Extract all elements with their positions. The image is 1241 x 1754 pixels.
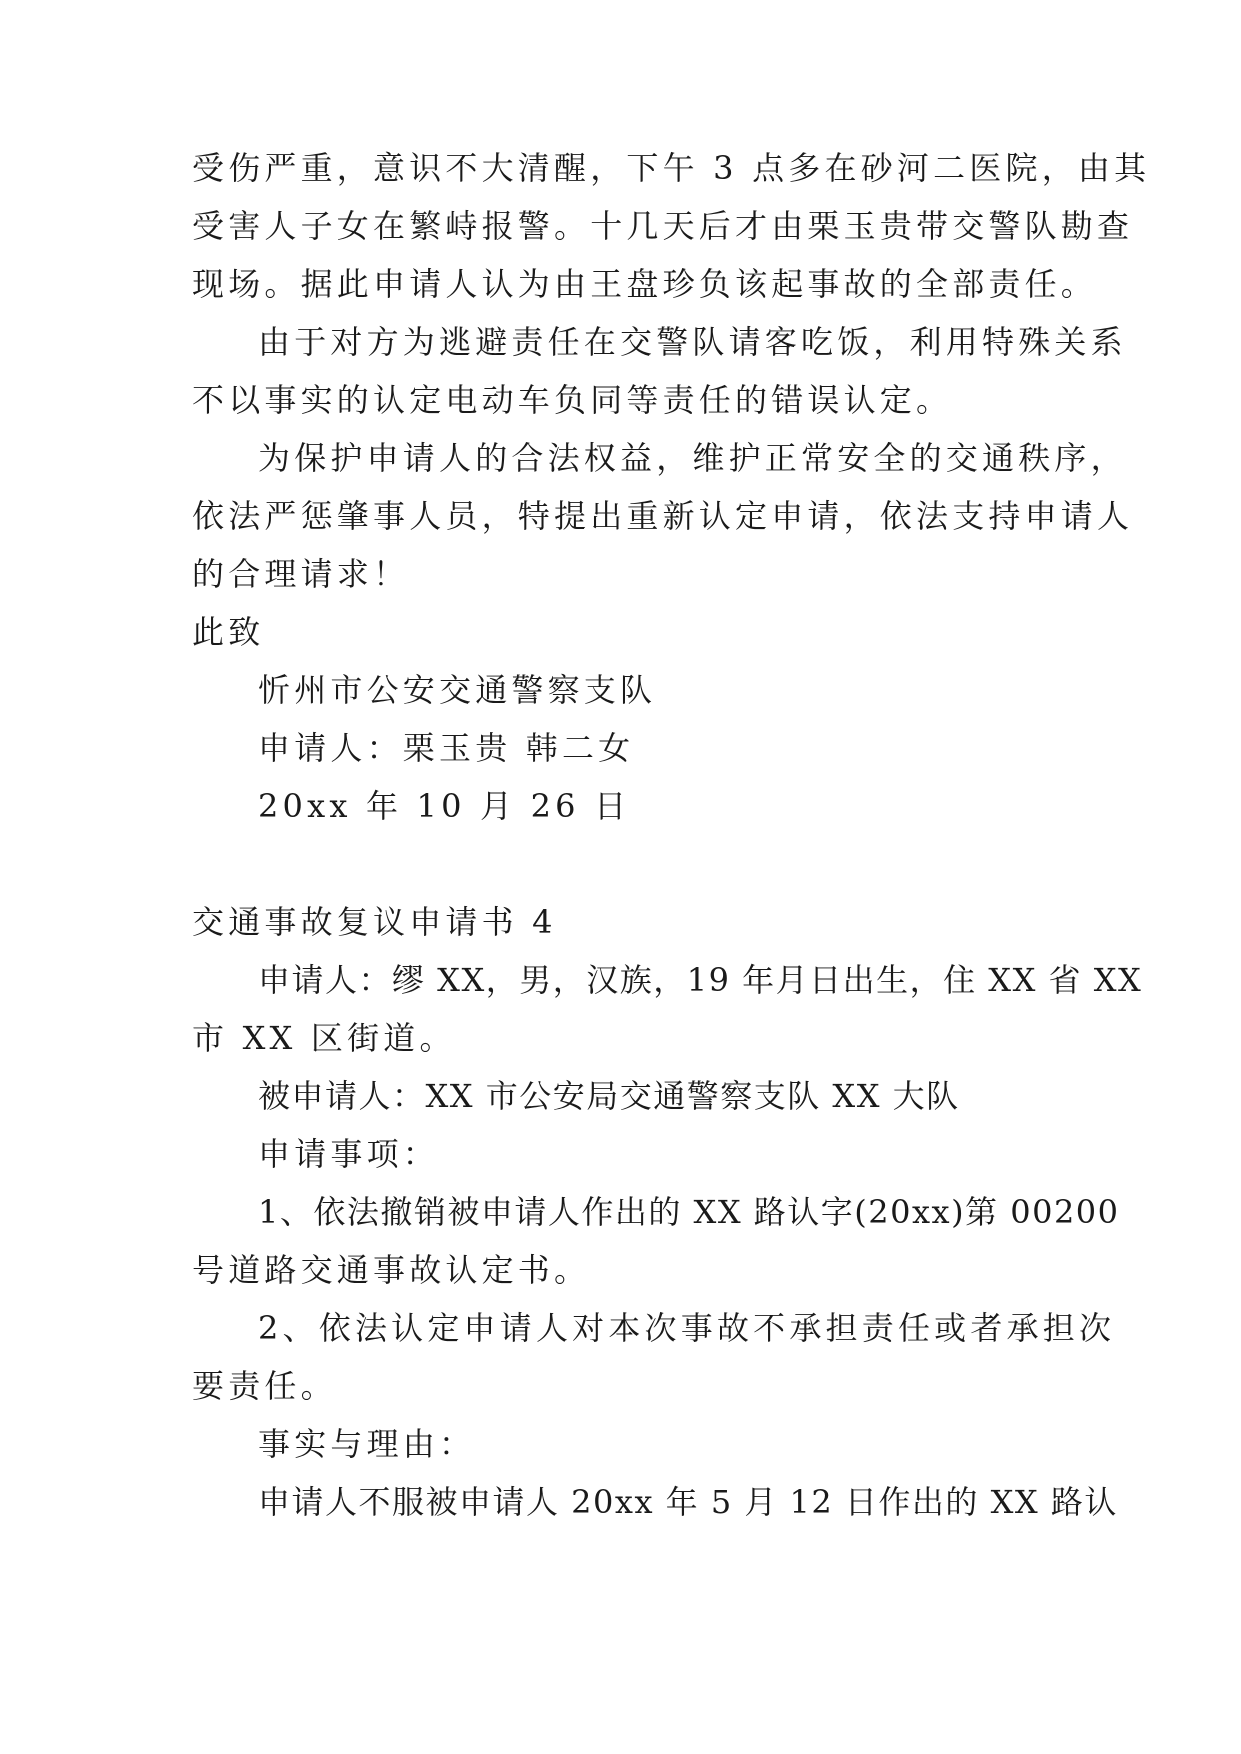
item-1-line-2: 号道路交通事故认定书。	[192, 1251, 591, 1289]
date-text: 20xx 年 10 月 26 日	[258, 787, 631, 825]
item-2-line-2: 要责任。	[192, 1367, 337, 1405]
item-2-line-1: 2、依法认定申请人对本次事故不承担责任或者承担次	[258, 1309, 1116, 1347]
closing-text: 此致	[192, 613, 265, 651]
facts-heading: 事实与理由：	[258, 1425, 476, 1463]
paragraph-3-line-3: 的合理请求！	[192, 555, 410, 593]
paragraph-2-line-1: 由于对方为逃避责任在交警队请客吃饭，利用特殊关系	[258, 323, 1127, 361]
respondent-text: 被申请人：XX 市公安局交通警察支队 XX 大队	[258, 1077, 960, 1115]
item-1-line-1: 1、依法撤销被申请人作出的 XX 路认字(20xx)第 00200	[258, 1193, 1120, 1231]
paragraph-1-line-3: 现场。据此申请人认为由王盘珍负该起事故的全部责任。	[192, 265, 1098, 303]
paragraph-1-line-2: 受害人子女在繁峙报警。十几天后才由栗玉贵带交警队勘查	[192, 207, 1134, 245]
applicant-line-2: 市 XX 区街道。	[192, 1019, 456, 1057]
paragraph-1-line-1: 受伤严重，意识不大清醒，下午 3 点多在砂河二医院，由其	[192, 149, 1151, 187]
applicant-signature: 申请人：栗玉贵 韩二女	[258, 729, 635, 767]
recipient-text: 忻州市公安交通警察支队	[258, 671, 657, 709]
paragraph-2-line-2: 不以事实的认定电动车负同等责任的错误认定。	[192, 381, 953, 419]
paragraph-3-line-2: 依法严惩肇事人员，特提出重新认定申请，依法支持申请人	[192, 497, 1134, 535]
items-heading: 申请事项：	[258, 1135, 440, 1173]
applicant-line-1: 申请人：缪 XX，男，汉族，19 年月日出生，住 XX 省 XX	[258, 961, 1143, 999]
facts-line-1: 申请人不服被申请人 20xx 年 5 月 12 日作出的 XX 路认	[258, 1483, 1118, 1521]
section-title: 交通事故复议申请书 4	[192, 903, 557, 941]
paragraph-3-line-1: 为保护申请人的合法权益，维护正常安全的交通秩序，	[258, 439, 1127, 477]
